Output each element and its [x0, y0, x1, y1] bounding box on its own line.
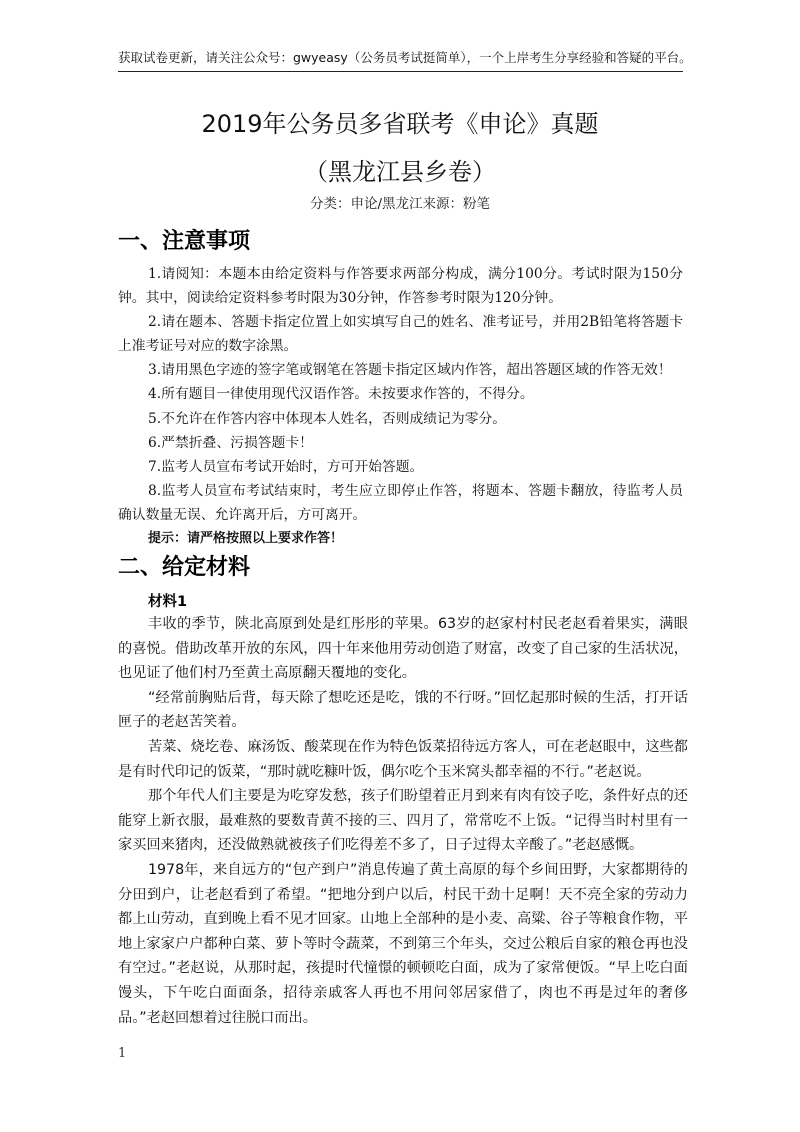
material-paragraph: “经常前胸贴后背，每天除了想吃还是吃，饿的不行呀。”回忆起那时候的生活，打开话匣子的老赵苦笑着。	[118, 689, 688, 731]
notice-item: 7.监考人员宣布考试开始时，方可开始答题。	[148, 458, 424, 475]
document-meta: 分类：申论/黑龙江来源：粉笔	[309, 196, 491, 212]
notice-item: 1.请阅知：本题本由给定资料与作答要求两部分构成，满分100分。考试时限为150分钟。其中，阅读给定资料参考时限为30分钟，作答参考时限为120分钟。	[118, 266, 683, 307]
page-number: 1	[118, 1046, 127, 1061]
material-paragraph: 苦菜、烧圪卷、麻汤饭、酸菜现在作为特色饭菜招待远方客人，可在老赵眼中，这些都是有时代印记的饭菜，“那时就吃糠叶饭，偶尔吃个玉米窝头都幸福的不行。”老赵说。	[118, 738, 688, 780]
header-divider	[118, 71, 683, 72]
notice-item: 6.严禁折叠、污损答题卡！	[148, 434, 313, 451]
material-title: 材料1	[148, 594, 188, 610]
material-body	[118, 612, 688, 1030]
header-notice: 获取试卷更新，请关注公众号：gwyeasy（公务员考试挺简单），一个上岸考生分享经验和答疑的平台。	[118, 50, 692, 65]
material-paragraph: 丰收的季节，陕北高原到处是红彤彤的苹果。63岁的赵家村村民老赵看着果实，满眼的喜悦。借助改革开放的东风，四十年来他用劳动创造了财富，改变了自己家的生活状况，也见证了他们村乃至黄土高原翻天覆地的变化。	[118, 616, 688, 682]
section-heading-notice: 一、注意事项	[118, 229, 251, 254]
notice-item: 4.所有题目一律使用现代汉语作答。未按要求作答的，不得分。	[148, 386, 534, 403]
notice-list	[118, 262, 683, 551]
material-paragraph: 1978年，来自远方的“包产到户”消息传遍了黄土高原的每个乡间田野，大家都期待的分田到户，让老赵看到了希望。“把地分到户以后，村民干劲十足啊！天不亮全家的劳动力都上山劳动，直到晚上看不见才回家。山地上全部种的是小麦、高粱、谷子等粮食作物，平地上家家户户都种白菜、萝卜等时令蔬菜，不到第三个年头，交过公粮后自家的粮仓再也没有空过。”老赵说，从那时起，孩提时代憧憬的顿顿吃白面，成为了家常便饭。“早上吃白面馒头，下午吃白面面条，招待亲戚客人再也不用问邻居家借了，肉也不再是过年的奢侈品。”老赵回想着过往脱口而出。	[118, 861, 688, 1026]
notice-item: 3.请用黑色字迹的签字笔或钢笔在答题卡指定区域内作答，超出答题区域的作答无效！	[148, 362, 672, 379]
section-heading-materials: 二、给定材料	[118, 555, 251, 580]
notice-tip: 提示：请严格按照以上要求作答！	[148, 531, 344, 547]
document-subtitle: （黑龙江县乡卷）	[304, 158, 496, 186]
material-paragraph: 那个年代人们主要是为吃穿发愁，孩子们盼望着正月到来有肉有饺子吃，条件好点的还能穿上新衣服，最难熬的要数青黄不接的三、四月了，常常吃不上饭。“记得当时村里有一家买回来猪肉，还没做熟就被孩子们吃得差不多了，日子过得太辛酸了。”老赵感慨。	[118, 788, 688, 854]
notice-item: 5.不允许在作答内容中体现本人姓名，否则成绩记为零分。	[148, 410, 507, 427]
notice-item: 2.请在题本、答题卡指定位置上如实填写自己的姓名、准考证号，并用2B铅笔将答题卡上准考证号对应的数字涂黑。	[118, 314, 683, 355]
document-title: 2019年公务员多省联考《申论》真题	[201, 110, 599, 138]
notice-item: 8.监考人员宣布考试结束时，考生应立即停止作答，将题本、答题卡翻放，待监考人员确认数量无误、允许离开后，方可离开。	[118, 482, 683, 523]
